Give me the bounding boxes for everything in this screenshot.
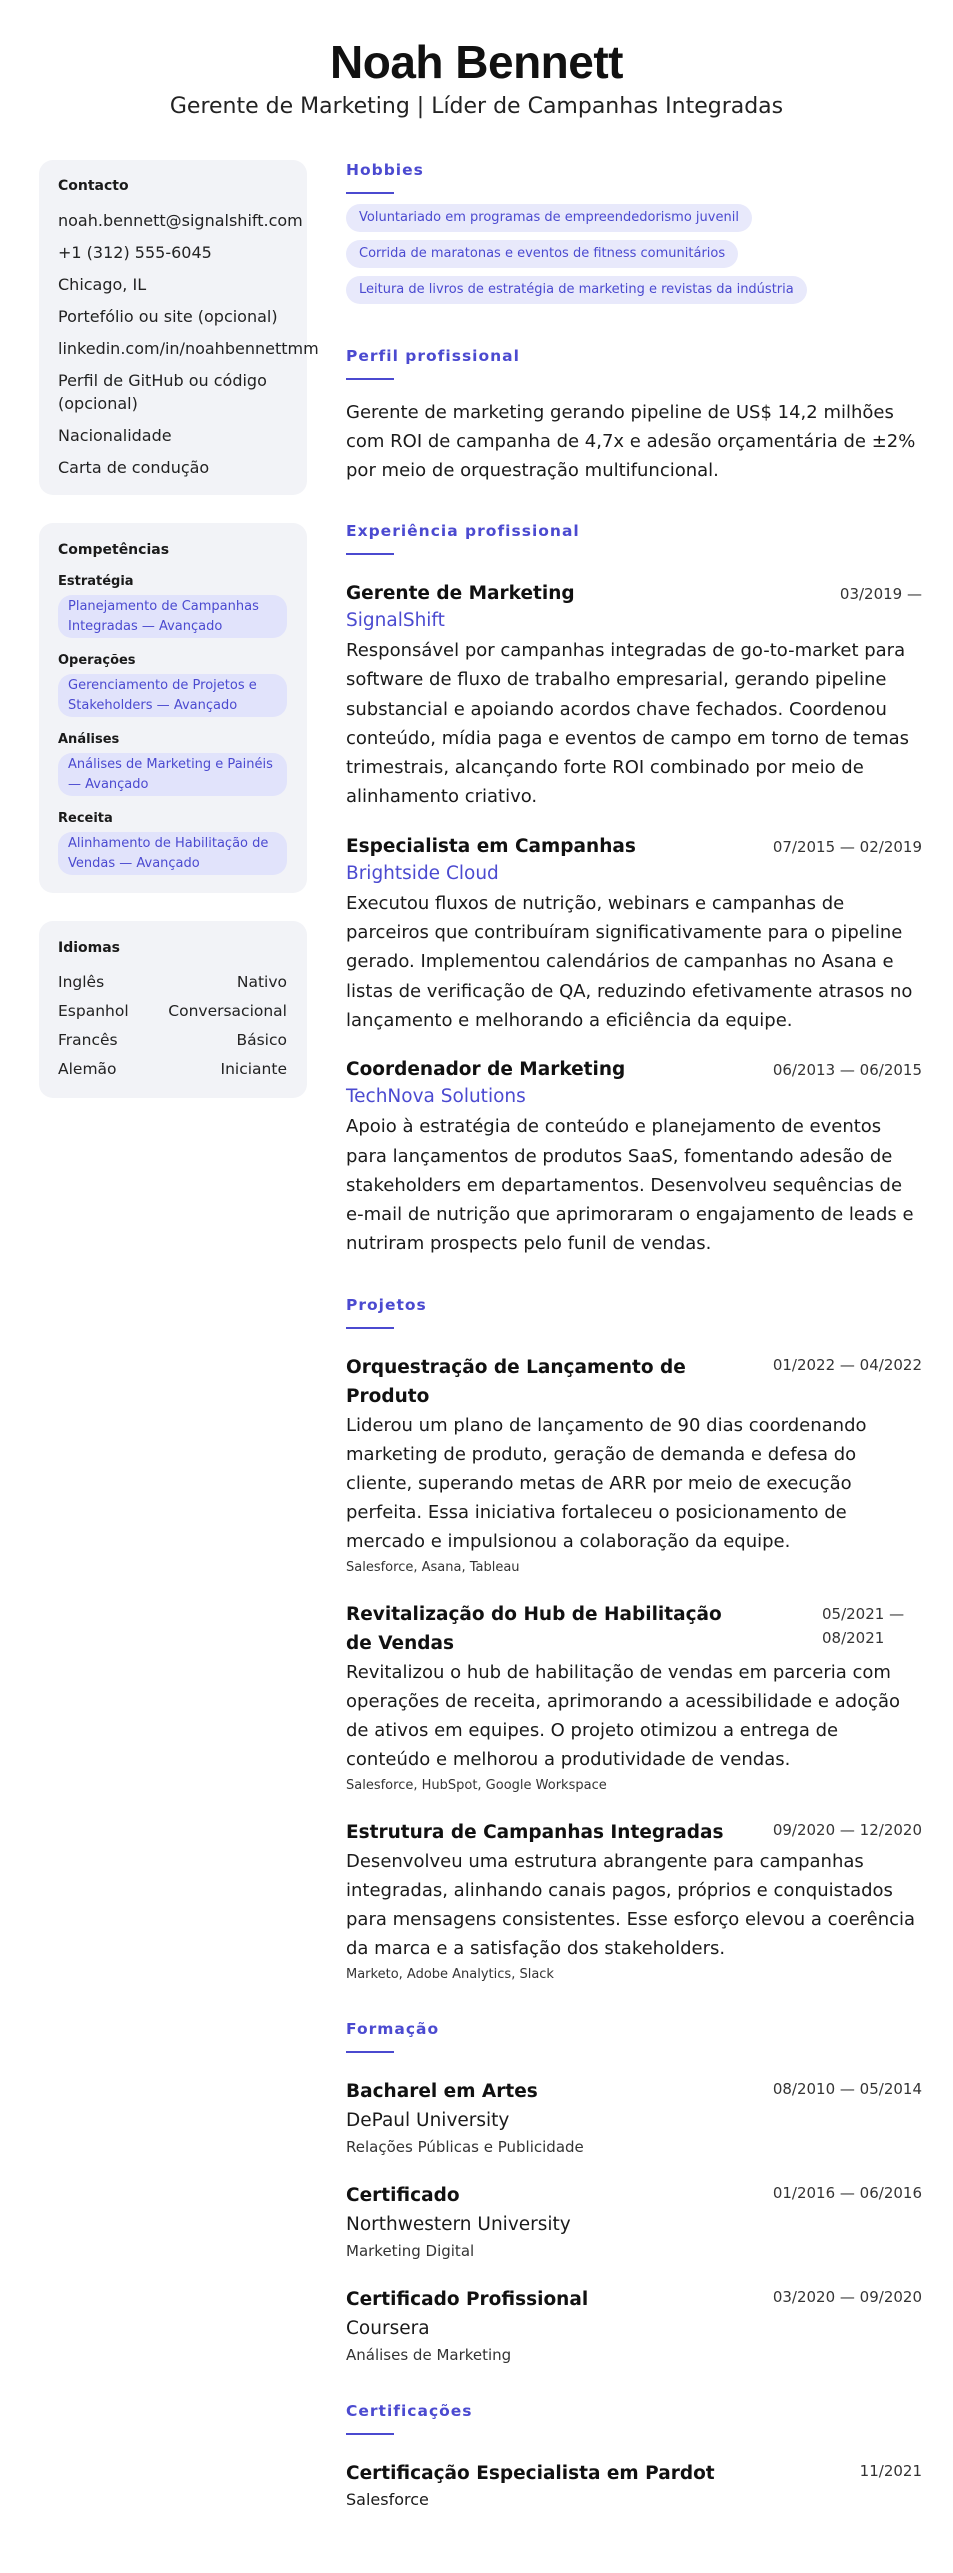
language-name: Inglês <box>58 973 105 991</box>
profile-heading: Perfil profissional <box>346 347 520 365</box>
job-title: Gerente de Marketing <box>346 583 575 604</box>
profile-section <box>346 346 922 485</box>
skill-group <box>58 573 287 638</box>
education-date: 08/2010 — 05/2014 <box>772 2079 922 2098</box>
project-description: Desenvolveu uma estrutura abrangente para campanhas integradas, alinhando canais pagos, próprios e conquistados para mensagens consistentes. Esse esforço elevou a coerência da marca e a satisfação dos stakeholders. <box>346 1850 916 1959</box>
resume-header <box>0 0 953 122</box>
job-description: Responsável por campanhas integradas de go-to-market para software de fluxo de trabalho empresarial, gerando pipeline substancial e apoiando acordos chave fechados. Coordenou conteúdo, mídia paga e eventos de campo em torno de temas trimestrais, alcançando forte ROI combinado por meio de alinhamento criativo. <box>346 640 910 808</box>
school-name: Coursera <box>346 2317 430 2339</box>
education-entry <box>346 2181 922 2263</box>
section-divider <box>346 192 394 194</box>
certification-issuer: Salesforce <box>346 2489 429 2509</box>
job-title: Especialista em Campanhas <box>346 835 636 857</box>
education-section <box>346 2019 922 2367</box>
job-description: Executou fluxos de nutrição, webinars e campanhas de parceiros que contribuíram significativamente para o pipeline gerado. Implementou calendários de campanhas no Asana e listas de verificação de QA, reduzindo efetivamente atrasos no lançamento e melhorando a eficiência da equipe. <box>346 892 913 1031</box>
contact-phone[interactable]: +1 (312) 555-6045 <box>58 243 212 262</box>
main-column <box>346 160 922 2542</box>
experience-entry <box>346 834 922 1035</box>
company-name: SignalShift <box>346 610 445 631</box>
project-date: 09/2020 — 12/2020 <box>772 1820 922 1839</box>
skill-category: Receita <box>58 811 113 826</box>
section-divider <box>346 2051 394 2053</box>
language-row <box>58 1058 287 1080</box>
section-divider <box>346 378 394 380</box>
project-entry <box>346 1818 922 1985</box>
project-entry <box>346 1600 922 1796</box>
certification-title: Certificação Especialista em Pardot <box>346 2462 715 2484</box>
hobby-pill: Leitura de livros de estratégia de marketing e revistas da indústria <box>346 276 807 304</box>
field-of-study: Marketing Digital <box>346 2241 475 2260</box>
hobby-pill: Corrida de maratonas e eventos de fitness comunitários <box>346 240 738 268</box>
languages-card <box>39 921 307 1098</box>
language-name: Francês <box>58 1031 118 1049</box>
project-tech: Salesforce, HubSpot, Google Workspace <box>346 1777 607 1793</box>
languages-heading: Idiomas <box>58 940 121 956</box>
profile-summary: Gerente de marketing gerando pipeline de US$ 14,2 milhões com ROI de campanha de 4,7x e adesão orçamentária de ±2% por meio de orquestração multifuncional. <box>346 402 916 481</box>
skill-category: Operações <box>58 653 136 668</box>
school-name: DePaul University <box>346 2109 510 2131</box>
field-of-study: Relações Públicas e Publicidade <box>346 2137 584 2156</box>
language-row <box>58 971 287 993</box>
hobbies-section <box>346 160 922 312</box>
skill-pill: Gerenciamento de Projetos e Stakeholders — Avançado <box>58 674 287 717</box>
section-divider <box>346 2433 394 2435</box>
language-name: Espanhol <box>58 1002 129 1020</box>
contact-card <box>39 160 319 495</box>
hobby-list <box>346 204 922 312</box>
project-tech: Marketo, Adobe Analytics, Slack <box>346 1966 554 1982</box>
project-title: Revitalização do Hub de Habilitação de Vendas <box>346 1603 722 1654</box>
project-title: Estrutura de Campanhas Integradas <box>346 1821 724 1843</box>
candidate-name: Noah Bennett <box>330 36 623 88</box>
experience-section <box>346 521 922 1259</box>
section-divider <box>346 553 394 555</box>
hobbies-heading: Hobbies <box>346 161 424 179</box>
skills-card <box>39 523 307 893</box>
skill-group <box>58 652 287 717</box>
field-of-study: Análises de Marketing <box>346 2345 512 2364</box>
contact-nationality: Nacionalidade <box>58 426 172 445</box>
project-description: Revitalizou o hub de habilitação de vendas em parceria com operações de receita, aprimorando a acessibilidade e adoção de ativos em equipes. O projeto otimizou a entrega de conteúdo e melhorou a produtividade de vendas. <box>346 1661 901 1770</box>
contact-heading: Contacto <box>58 178 129 194</box>
language-level: Básico <box>236 1031 287 1049</box>
project-description: Liderou um plano de lançamento de 90 dias coordenando marketing de produto, geração de demanda e defesa do cliente, superando metas de ARR por meio de execução perfeita. Essa iniciativa fortaleceu o posicionamento de mercado e impulsionou a colaboração da equipe. <box>346 1414 867 1552</box>
education-date: 01/2016 — 06/2016 <box>772 2183 922 2202</box>
language-row <box>58 1000 287 1022</box>
job-date: 06/2013 — 06/2015 <box>772 1061 922 1080</box>
experience-entry <box>346 1057 922 1258</box>
hobby-pill: Voluntariado em programas de empreendedorismo juvenil <box>346 204 752 232</box>
language-level: Conversacional <box>168 1002 287 1020</box>
company-name: TechNova Solutions <box>346 1086 526 1108</box>
certifications-heading: Certificações <box>346 2401 473 2420</box>
degree-title: Certificado Profissional <box>346 2288 589 2310</box>
skill-pill: Análises de Marketing e Painéis — Avançado <box>58 753 287 796</box>
skill-category: Análises <box>58 732 120 747</box>
job-date: 07/2015 — 02/2019 <box>772 837 922 856</box>
sidebar <box>39 160 319 1126</box>
education-entry <box>346 2285 922 2367</box>
skills-heading: Competências <box>58 542 170 558</box>
experience-entry <box>346 581 922 812</box>
experience-heading: Experiência profissional <box>346 522 580 540</box>
projects-heading: Projetos <box>346 1295 427 1314</box>
skill-pill: Planejamento de Campanhas Integradas — Avançado <box>58 595 287 638</box>
candidate-title: Gerente de Marketing | Líder de Campanhas Integradas <box>169 94 784 119</box>
section-divider <box>346 1327 394 1329</box>
project-title: Orquestração de Lançamento de Produto <box>346 1356 686 1407</box>
skill-group <box>58 731 287 796</box>
project-tech: Salesforce, Asana, Tableau <box>346 1559 520 1575</box>
language-row <box>58 1029 287 1051</box>
contact-email[interactable]: noah.bennett@signalshift.com <box>58 211 303 230</box>
skill-category: Estratégia <box>58 574 134 589</box>
contact-github[interactable]: Perfil de GitHub ou código (opcional) <box>58 371 267 413</box>
language-name: Alemão <box>58 1060 117 1078</box>
job-title: Coordenador de Marketing <box>346 1059 626 1081</box>
contact-location: Chicago, IL <box>58 275 147 294</box>
contact-linkedin[interactable]: linkedin.com/in/noahbennettmm <box>58 339 319 358</box>
certification-entry <box>346 2459 922 2512</box>
education-date: 03/2020 — 09/2020 <box>772 2287 922 2306</box>
degree-title: Certificado <box>346 2184 460 2206</box>
projects-section <box>346 1295 922 1985</box>
language-level: Iniciante <box>220 1060 287 1078</box>
project-date: 05/2021 — 08/2021 <box>822 1604 905 1647</box>
language-level: Nativo <box>236 973 287 991</box>
education-entry <box>346 2077 922 2159</box>
education-heading: Formação <box>346 2019 440 2038</box>
job-description: Apoio à estratégia de conteúdo e planejamento de eventos para lançamentos de produtos SaaS, fomentando adesão de stakeholders em departamentos. Desenvolveu sequências de e-mail de nutrição que aprimoraram o engajamento de leads e nutriram prospects pelo funil de vendas. <box>346 1116 914 1255</box>
job-date: 03/2019 — <box>839 585 922 603</box>
certifications-section <box>346 2401 922 2512</box>
contact-driving-license: Carta de condução <box>58 458 210 477</box>
certification-date: 11/2021 <box>859 2461 922 2480</box>
school-name: Northwestern University <box>346 2213 571 2235</box>
project-date: 01/2022 — 04/2022 <box>772 1355 922 1374</box>
project-entry <box>346 1353 922 1578</box>
company-name: Brightside Cloud <box>346 862 499 884</box>
skill-group <box>58 810 287 875</box>
skill-pill: Alinhamento de Habilitação de Vendas — Avançado <box>58 832 287 875</box>
degree-title: Bacharel em Artes <box>346 2080 538 2102</box>
contact-portfolio[interactable]: Portefólio ou site (opcional) <box>58 307 278 326</box>
